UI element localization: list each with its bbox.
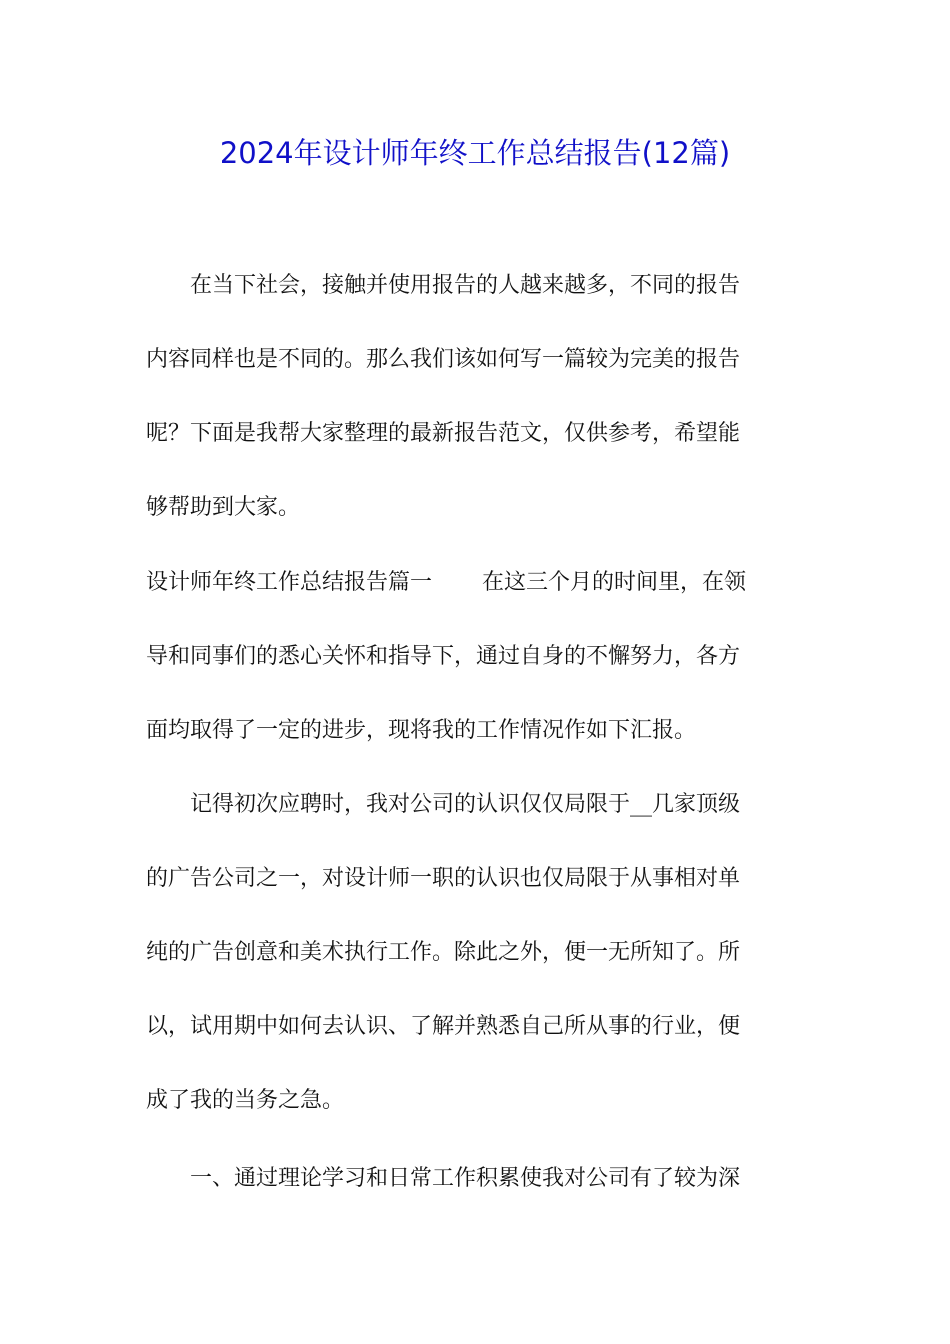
paragraph-line: 一、通过理论学习和日常工作积累使我对公司有了较为深: [146, 1166, 741, 1191]
document-title: 2024年设计师年终工作总结报告(12篇): [219, 136, 731, 170]
paragraph-text: 在这三个月的时间里，在领: [482, 570, 747, 595]
paragraph-line: 内容同样也是不同的。那么我们该如何写一篇较为完美的报告: [146, 347, 741, 372]
paragraph-line: 够帮助到大家。: [146, 495, 301, 520]
section-heading: 设计师年终工作总结报告篇一: [146, 570, 433, 595]
paragraph-line: 记得初次应聘时，我对公司的认识仅仅局限于__几家顶级: [146, 792, 741, 817]
paragraph-line: 以，试用期中如何去认识、了解并熟悉自己所从事的行业，便: [146, 1014, 741, 1039]
paragraph-line: 面均取得了一定的进步，现将我的工作情况作如下汇报。: [146, 718, 697, 743]
paragraph-line: 成了我的当务之急。: [146, 1088, 345, 1113]
paragraph-line: 在当下社会，接触并使用报告的人越来越多，不同的报告: [146, 273, 741, 298]
paragraph-line: 呢？下面是我帮大家整理的最新报告范文，仅供参考，希望能: [146, 421, 741, 446]
section-heading-line: [146, 563, 806, 603]
paragraph-line: 的广告公司之一，对设计师一职的认识也仅局限于从事相对单: [146, 866, 741, 891]
paragraph-line: 导和同事们的悉心关怀和指导下，通过自身的不懈努力，各方: [146, 644, 741, 669]
paragraph-line: 纯的广告创意和美术执行工作。除此之外，便一无所知了。所: [146, 940, 741, 965]
